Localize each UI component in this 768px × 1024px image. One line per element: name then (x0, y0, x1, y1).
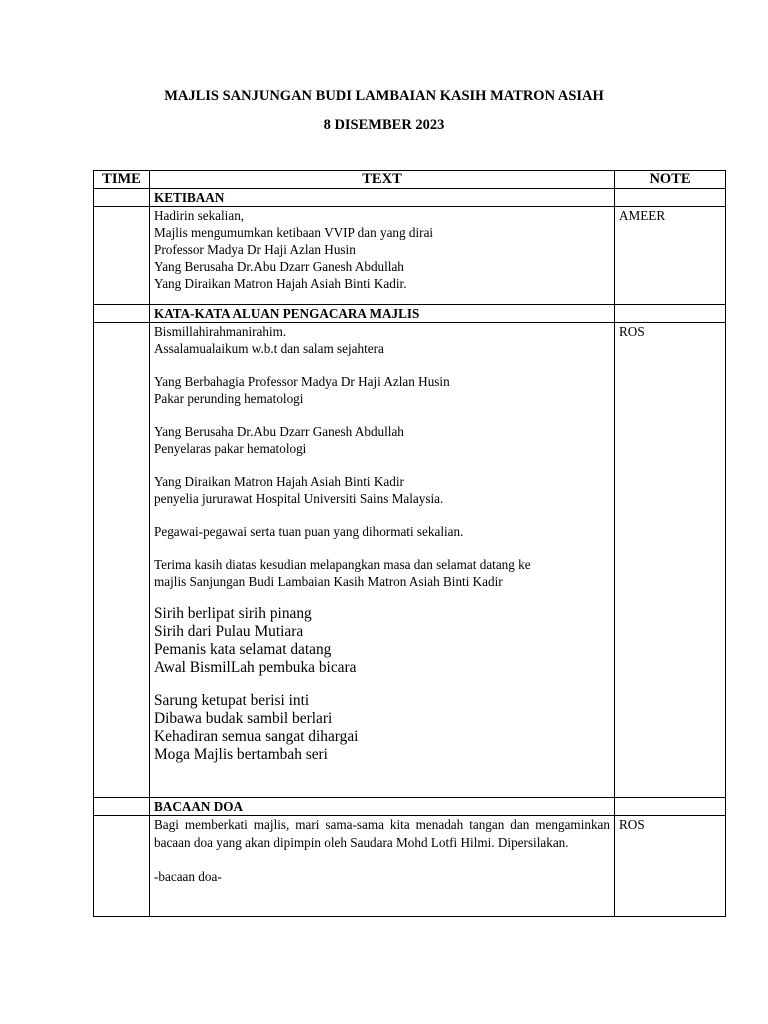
pantun-verse (154, 692, 610, 764)
text-line: Bismillahirahmanirahim. (154, 324, 287, 339)
document-date: 8 DISEMBER 2023 (323, 117, 445, 133)
time-cell (94, 305, 150, 323)
pantun-line: Kehadiran semua sangat dihargai (154, 728, 359, 745)
document-title: MAJLIS SANJUNGAN BUDI LAMBAIAN KASIH MATRON ASIAH (164, 88, 604, 104)
text-line: Professor Madya Dr Haji Azlan Husin (154, 242, 356, 257)
section-heading-row (94, 305, 726, 323)
text-line: Yang Berbahagia Professor Madya Dr Haji Azlan Husin (154, 374, 450, 389)
pantun-line: Sirih dari Pulau Mutiara (154, 623, 304, 640)
pantun-line: Moga Majlis bertambah seri (154, 746, 328, 763)
text-line: Assalamualaikum w.b.t dan salam sejahtera (154, 341, 384, 356)
note-cell: ROS (615, 323, 726, 798)
note-cell (615, 305, 726, 323)
time-cell (94, 798, 150, 816)
program-table (93, 170, 726, 917)
text-line: Yang Berusaha Dr.Abu Dzarr Ganesh Abdullah (154, 424, 404, 439)
text-line: Terima kasih diatas kesudian melapangkan masa dan selamat datang ke (154, 557, 531, 572)
time-cell (94, 207, 150, 305)
table-row (94, 323, 726, 798)
header-text: TEXT (150, 171, 615, 189)
text-line: -bacaan doa- (154, 869, 222, 884)
text-cell (150, 323, 615, 798)
time-cell (94, 189, 150, 207)
text-line: Majlis mengumumkan ketibaan VVIP dan yang dirai (154, 225, 434, 240)
note-cell (615, 798, 726, 816)
pantun-line: Dibawa budak sambil berlari (154, 710, 333, 727)
time-cell (94, 816, 150, 917)
pantun-line: Awal BismilLah pembuka bicara (154, 659, 357, 676)
doa-paragraph: Bagi memberkati majlis, mari sama-sama kita menadah tangan dan mengaminkan bacaan doa yang akan dipimpin oleh Saudara Mohd Lotfi Hilmi. Dipersilakan. (154, 817, 610, 850)
text-line: majlis Sanjungan Budi Lambaian Kasih Matron Asiah Binti Kadir (154, 574, 503, 589)
text-line: Pegawai-pegawai serta tuan puan yang dihormati sekalian. (154, 524, 464, 539)
section-heading: KATA-KATA ALUAN PENGACARA MAJLIS (150, 305, 615, 323)
text-line: Hadirin sekalian, (154, 208, 245, 223)
pantun-line: Sirih berlipat sirih pinang (154, 605, 312, 622)
pantun-line: Sarung ketupat berisi inti (154, 692, 310, 709)
note-cell: AMEER (615, 207, 726, 305)
header-note: NOTE (615, 171, 726, 189)
text-line: Yang Diraikan Matron Hajah Asiah Binti Kadir (154, 474, 404, 489)
section-heading-row (94, 798, 726, 816)
text-line: Yang Berusaha Dr.Abu Dzarr Ganesh Abdullah (154, 259, 404, 274)
text-line: penyelia jururawat Hospital Universiti Sains Malaysia. (154, 491, 444, 506)
note-cell (615, 189, 726, 207)
text-line: Penyelaras pakar hematologi (154, 441, 307, 456)
table-row (94, 207, 726, 305)
section-heading: KETIBAAN (150, 189, 615, 207)
section-heading: BACAAN DOA (150, 798, 615, 816)
text-line: Pakar perunding hematologi (154, 391, 304, 406)
text-cell (150, 207, 615, 305)
time-cell (94, 323, 150, 798)
text-cell (150, 816, 615, 917)
header-time: TIME (94, 171, 150, 189)
table-header-row (94, 171, 726, 189)
table-row (94, 816, 726, 917)
text-line: Yang Diraikan Matron Hajah Asiah Binti Kadir. (154, 276, 407, 291)
pantun-line: Pemanis kata selamat datang (154, 641, 332, 658)
section-heading-row (94, 189, 726, 207)
note-cell: ROS (615, 816, 726, 917)
pantun-verse (154, 605, 610, 677)
